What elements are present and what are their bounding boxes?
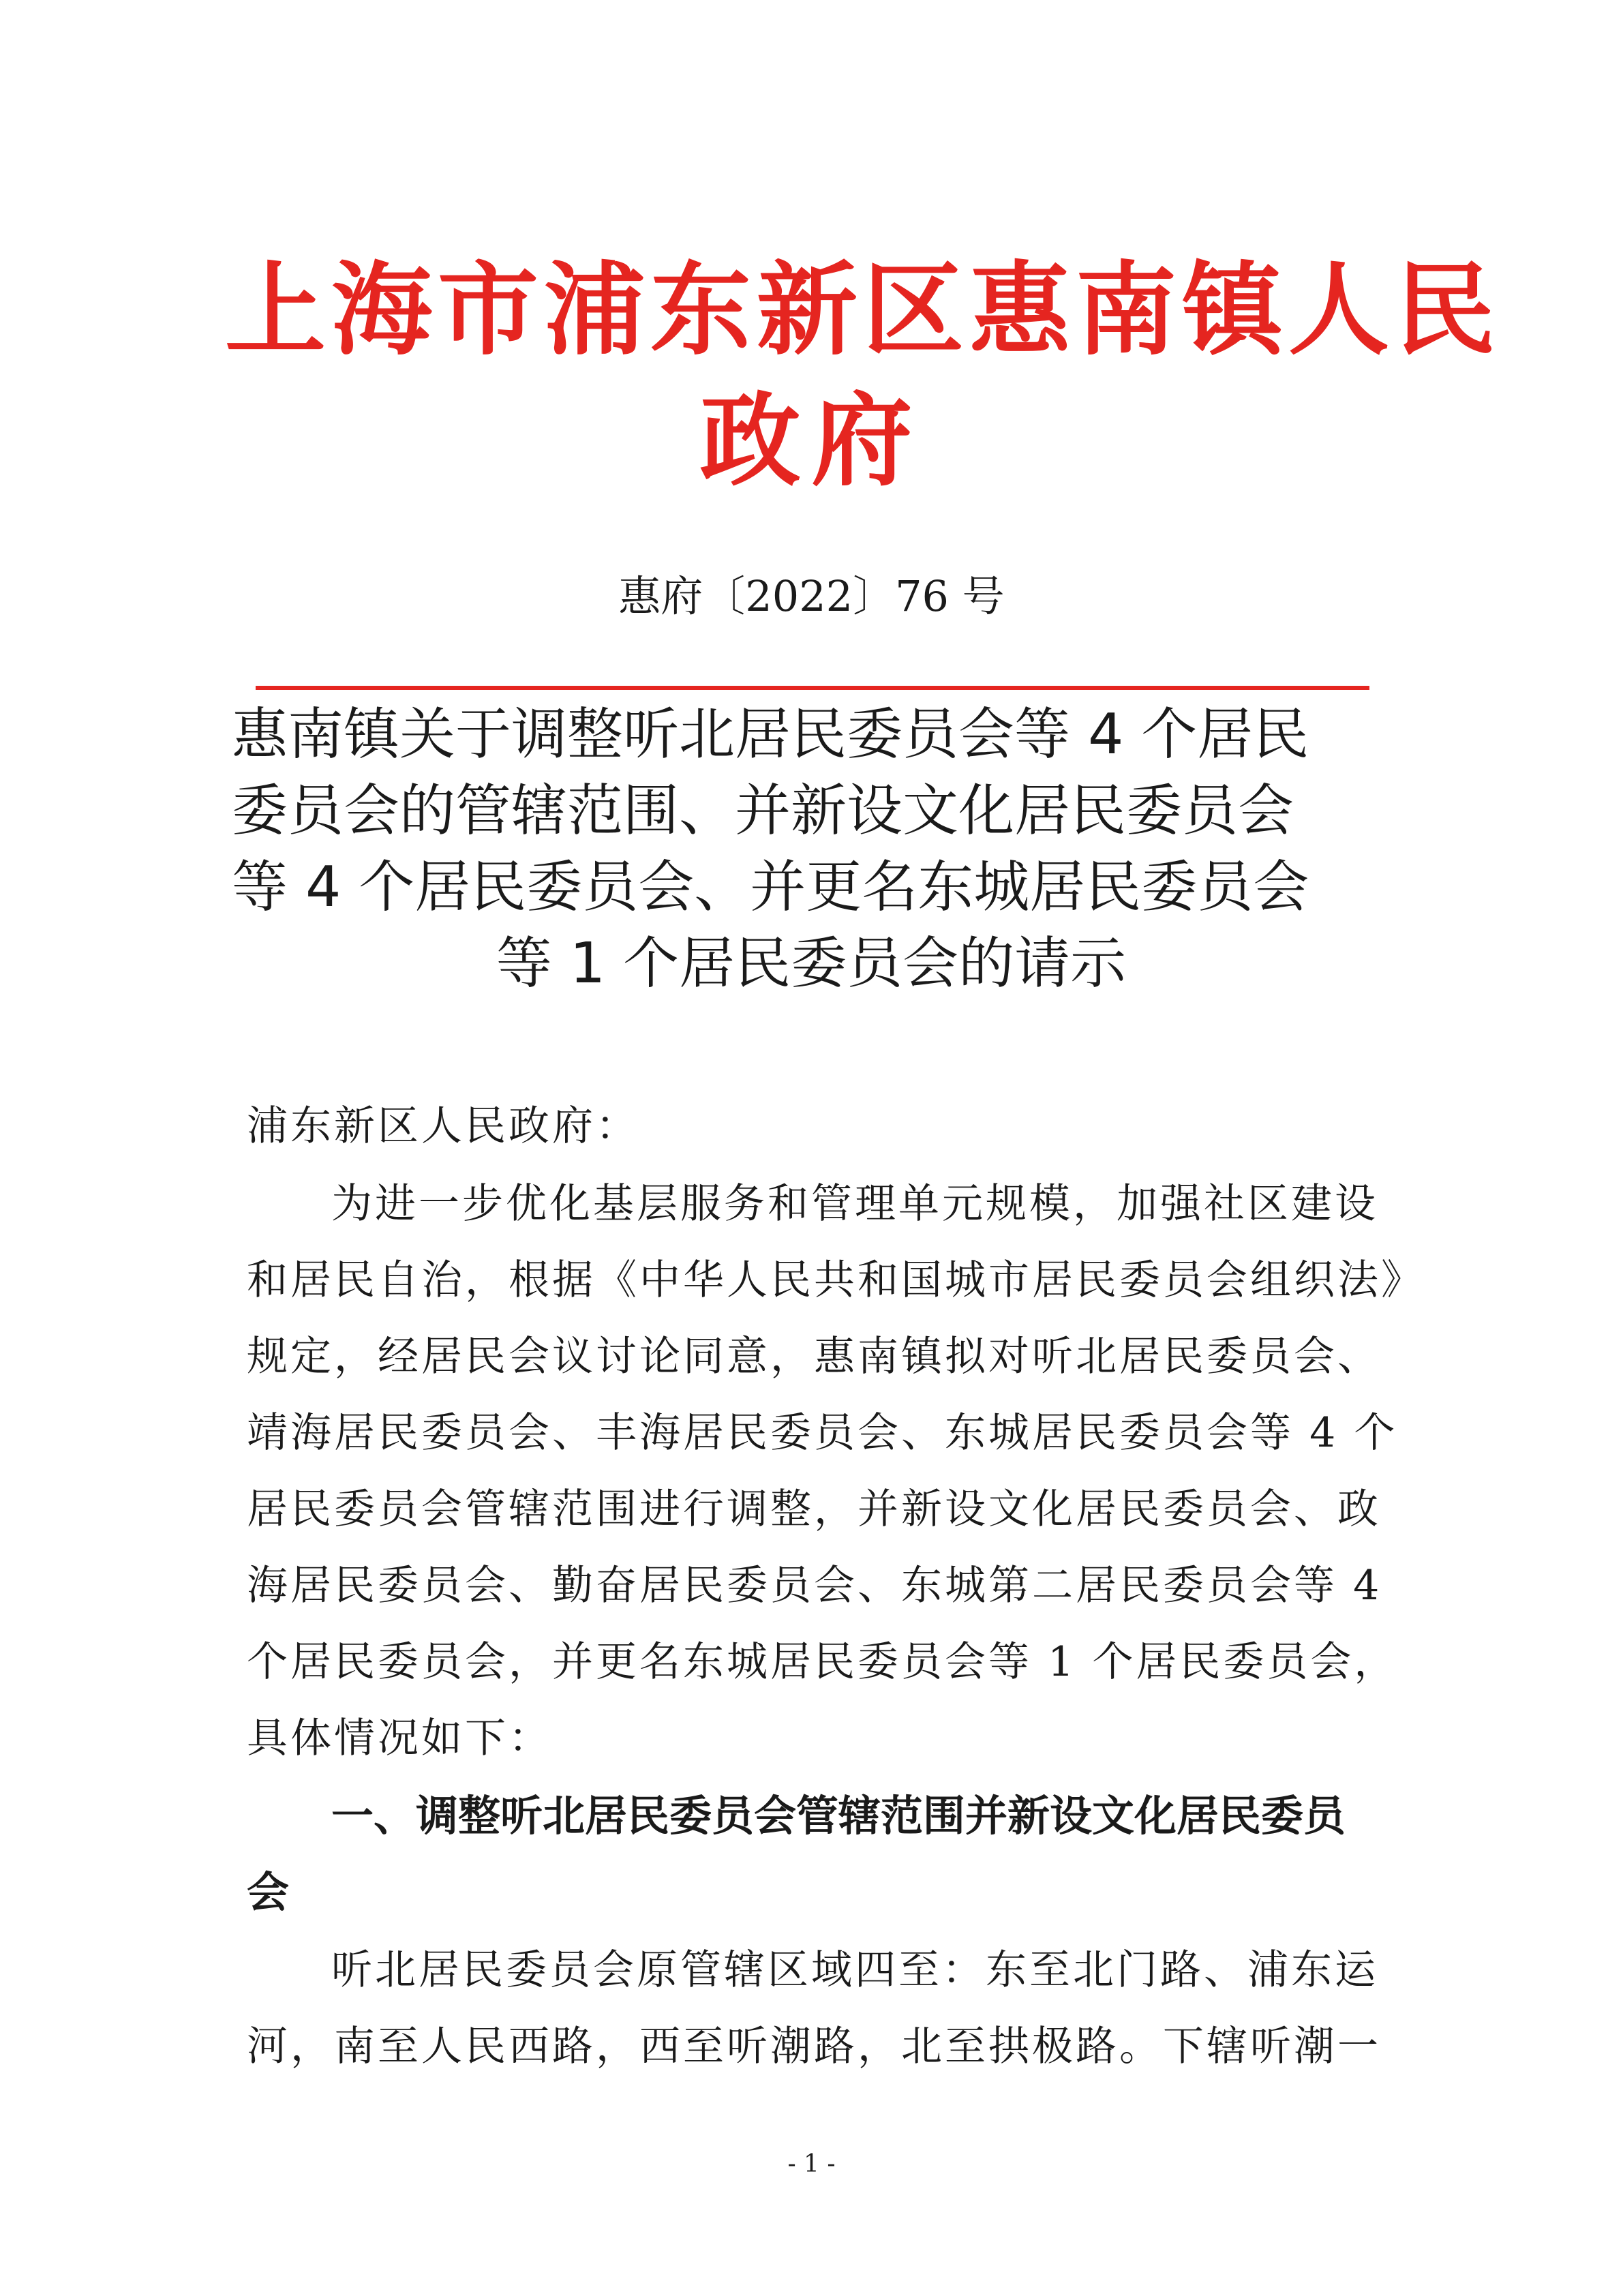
section-heading-line: 一、调整听北居民委员会管辖范围并新设文化居民委员 [331, 1791, 1346, 1841]
paragraph-line: 规定，经居民会议讨论同意，惠南镇拟对听北居民委员会、 [247, 1333, 1381, 1380]
paragraph-line: 具体情况如下： [247, 1715, 552, 1762]
paragraph-line: 靖海居民委员会、丰海居民委员会、东城居民委员会等 4 个 [247, 1409, 1398, 1457]
issuer-name-line1: 上海市浦东新区惠南镇人民 [225, 252, 1501, 369]
paragraph-line: 听北居民委员会原管辖区域四至：东至北门路、浦东运 [331, 1946, 1378, 1994]
paragraph-line: 个居民委员会，并更名东城居民委员会等 1 个居民委员会， [247, 1638, 1398, 1686]
paragraph-line: 河，南至人民西路，西至听潮路，北至拱极路。下辖听潮一 [247, 2023, 1381, 2070]
paragraph-line: 和居民自治，根据《中华人民共和国城市居民委员会组织法》 [247, 1256, 1425, 1304]
section-heading-line: 会 [247, 1867, 290, 1917]
paragraph-line: 海居民委员会、勤奋居民委员会、东城第二居民委员会等 4 [247, 1562, 1382, 1610]
red-separator-line [256, 686, 1369, 690]
paragraph-line: 居民委员会管辖范围进行调整，并新设文化居民委员会、政 [247, 1485, 1381, 1533]
document-number: 惠府〔2022〕76 号 [618, 571, 1005, 621]
title-line: 等 1 个居民委员会的请示 [496, 931, 1127, 996]
title-line: 惠南镇关于调整听北居民委员会等 4 个居民 [232, 702, 1309, 767]
paragraph-line: 为进一步优化基层服务和管理单元规模，加强社区建设 [331, 1180, 1378, 1228]
document-title [232, 697, 1391, 1002]
title-line: 委员会的管辖范围、并新设文化居民委员会 [232, 779, 1294, 843]
title-line: 等 4 个居民委员会、并更名东城居民委员会 [232, 855, 1309, 920]
page-number: - 1 - [787, 2150, 836, 2178]
addressee: 浦东新区人民政府： [247, 1102, 639, 1150]
issuer-name-line2: 政府 [699, 382, 924, 500]
